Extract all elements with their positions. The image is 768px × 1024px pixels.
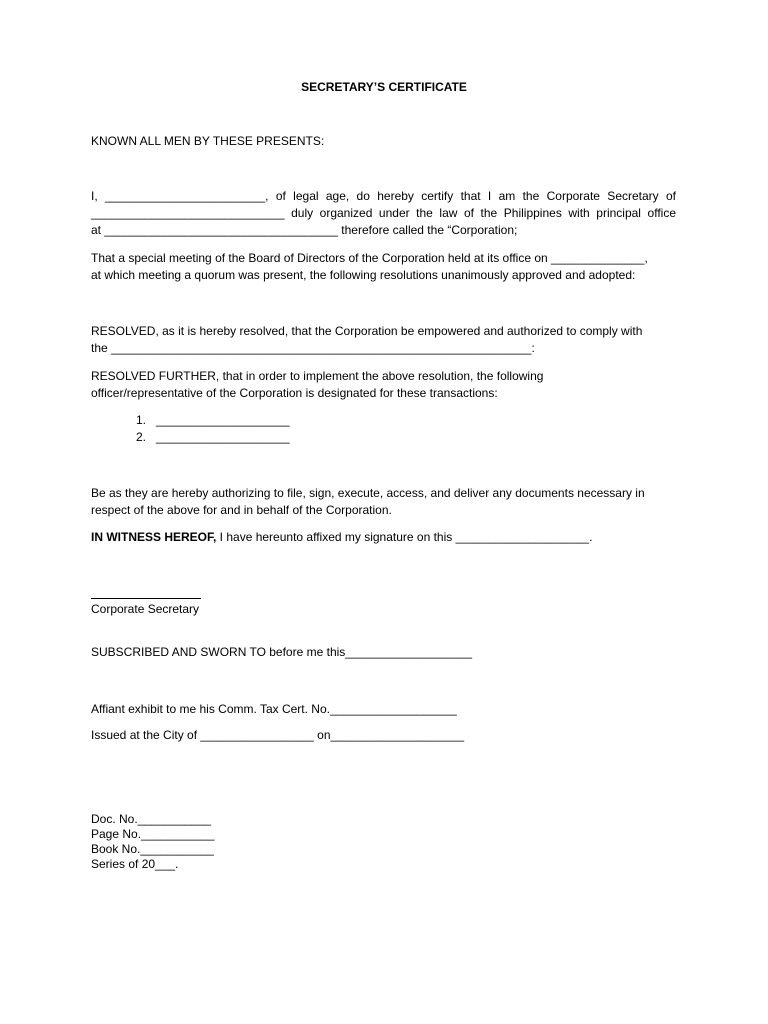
designee-item: [136, 430, 290, 445]
book-no: Book No.___________: [91, 842, 214, 856]
resolved-line-2: the _______________________________________________________________:: [91, 341, 535, 355]
designee-blank: ____________________: [156, 413, 290, 427]
opening-line: KNOWN ALL MEN BY THESE PRESENTS:: [91, 134, 325, 148]
certify-line-1: I, ________________________, of legal age, do hereby certify that I am the Corporate Secretary of: [91, 189, 676, 203]
affiant-line: Affiant exhibit to me his Comm. Tax Cert. No.___________________: [91, 702, 457, 716]
certify-line-2: _____________________________ duly organized under the law of the Philippines with principal office: [91, 206, 676, 220]
certify-line-3: at ___________________________________ therefore called the “Corporation;: [91, 223, 518, 237]
document-title: SECRETARY’S CERTIFICATE: [301, 80, 467, 94]
designee-blank: ____________________: [156, 430, 290, 444]
series-of: Series of 20___.: [91, 857, 179, 871]
resolved-line-1: RESOLVED, as it is hereby resolved, that the Corporation be empowered and authorized to comply with: [91, 324, 643, 338]
meeting-line-1: That a special meeting of the Board of Directors of the Corporation held at its office on ______________,: [91, 251, 648, 265]
witness-bold: IN WITNESS HEREOF,: [91, 530, 217, 544]
designee-number: 2.: [136, 430, 147, 444]
signature-line: [91, 598, 201, 599]
designee-number: 1.: [136, 413, 147, 427]
meeting-line-2: at which meeting a quorum was present, the following resolutions unanimously approved and adopted:: [91, 268, 636, 282]
designee-item: [136, 413, 290, 428]
witness-line: [91, 530, 592, 545]
page-no: Page No.___________: [91, 827, 215, 841]
issued-line: Issued at the City of _________________ on____________________: [91, 728, 465, 742]
witness-rest: I have hereunto affixed my signature on this ____________________.: [216, 530, 593, 544]
doc-no: Doc. No.___________: [91, 812, 212, 826]
signature-label: Corporate Secretary: [91, 602, 200, 616]
authorizing-line-1: Be as they are hereby authorizing to file, sign, execute, access, and deliver any documents necessary in: [91, 486, 645, 500]
authorizing-line-2: respect of the above for and in behalf of the Corporation.: [91, 503, 392, 517]
resolved-further-line-2: officer/representative of the Corporation is designated for these transactions:: [91, 386, 498, 400]
subscribed-line: SUBSCRIBED AND SWORN TO before me this___________________: [91, 645, 473, 659]
resolved-further-line-1: RESOLVED FURTHER, that in order to implement the above resolution, the following: [91, 369, 544, 383]
